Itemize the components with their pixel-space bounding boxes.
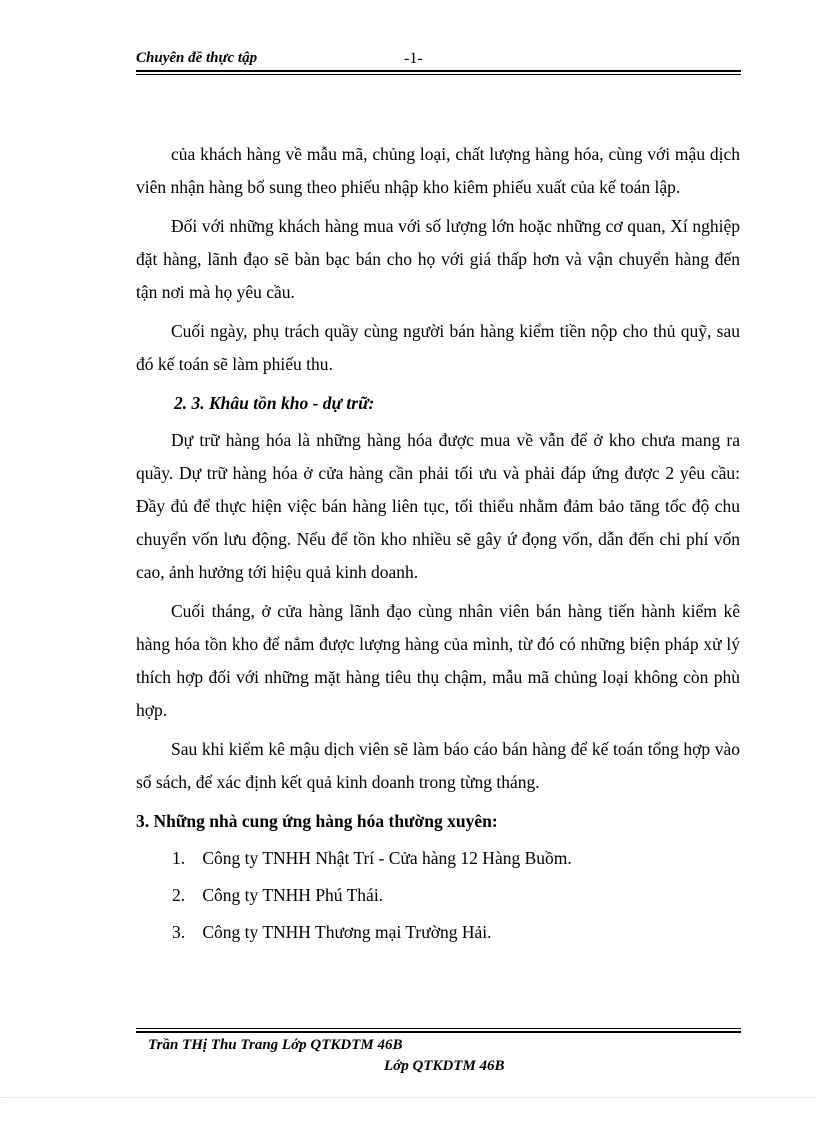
header-title: Chuyên đề thực tập <box>136 50 258 66</box>
list-item-number: 1. <box>172 848 186 868</box>
footer-rule-thick <box>136 1031 741 1033</box>
section-subheading: 2. 3. Khâu tồn kho - dự trữ: <box>174 393 375 413</box>
section-heading: 3. Những nhà cung ứng hàng hóa thường xuyên: <box>136 811 498 831</box>
list-item <box>136 842 740 875</box>
footer-author: Trần THị Thu Trang Lớp QTKDTM 46B <box>148 1037 403 1053</box>
page-header <box>136 48 741 70</box>
footer-class: Lớp QTKDTM 46B <box>384 1058 505 1074</box>
paragraph: Cuối ngày, phụ trách quầy cùng người bán hàng kiểm tiền nộp cho thủ quỹ, sau đó kế toán sẽ làm phiếu thu. <box>136 321 740 374</box>
footer-rule-thin <box>136 1028 741 1029</box>
list-item-number: 3. <box>172 922 186 942</box>
supplier-list <box>136 842 740 949</box>
list-item <box>136 879 740 912</box>
paragraph: của khách hàng về mẫu mã, chủng loại, chất lượng hàng hóa, cùng với mậu dịch viên nhận hàng bổ sung theo phiếu nhập kho kiêm phiếu xuất của kế toán lập. <box>136 144 740 197</box>
header-rule-thick <box>136 70 741 72</box>
list-item-number: 2. <box>172 885 186 905</box>
paragraph: Dự trữ hàng hóa là những hàng hóa được mua về vẫn để ở kho chưa mang ra quầy. Dự trữ hàng hóa ở cửa hàng cần phải tối ưu và phải đáp ứng được 2 yêu cầu: Đầy đủ để thực hiện việc bán hàng liên tục, tối thiểu nhằm đảm bảo tăng tốc độ chu chuyển vốn lưu động. Nếu để tồn kho nhiều sẽ gây ứ đọng vốn, dẫn đến chi phí vốn cao, ảnh hưởng tới hiệu quả kinh doanh. <box>136 430 740 582</box>
header-rule-thin <box>136 74 741 75</box>
page-number: -1- <box>404 50 423 67</box>
list-item-text: Công ty TNHH Nhật Trí - Cửa hàng 12 Hàng Buồm. <box>202 848 572 868</box>
list-item <box>136 916 740 949</box>
paragraph: Sau khi kiểm kê mậu dịch viên sẽ làm báo cáo bán hàng để kế toán tổng hợp vào sổ sách, để xác định kết quả kinh doanh trong từng tháng. <box>136 739 740 792</box>
paragraph: Đối với những khách hàng mua với số lượng lớn hoặc những cơ quan, Xí nghiệp đặt hàng, lãnh đạo sẽ bàn bạc bán cho họ với giá thấp hơn và vận chuyển hàng đến tận nơi mà họ yêu cầu. <box>136 216 740 302</box>
list-item-text: Công ty TNHH Thương mại Trường Hải. <box>202 922 492 942</box>
paragraph: Cuối tháng, ở cửa hàng lãnh đạo cùng nhân viên bán hàng tiến hành kiểm kê hàng hóa tồn kho để nắm được lượng hàng của mình, từ đó có những biện pháp xử lý thích hợp đối với những mặt hàng tiêu thụ chậm, mẫu mã chủng loại không còn phù hợp. <box>136 601 740 720</box>
list-item-text: Công ty TNHH Phú Thái. <box>202 885 384 905</box>
document-body <box>136 138 740 953</box>
page-edge-divider <box>0 1097 816 1098</box>
